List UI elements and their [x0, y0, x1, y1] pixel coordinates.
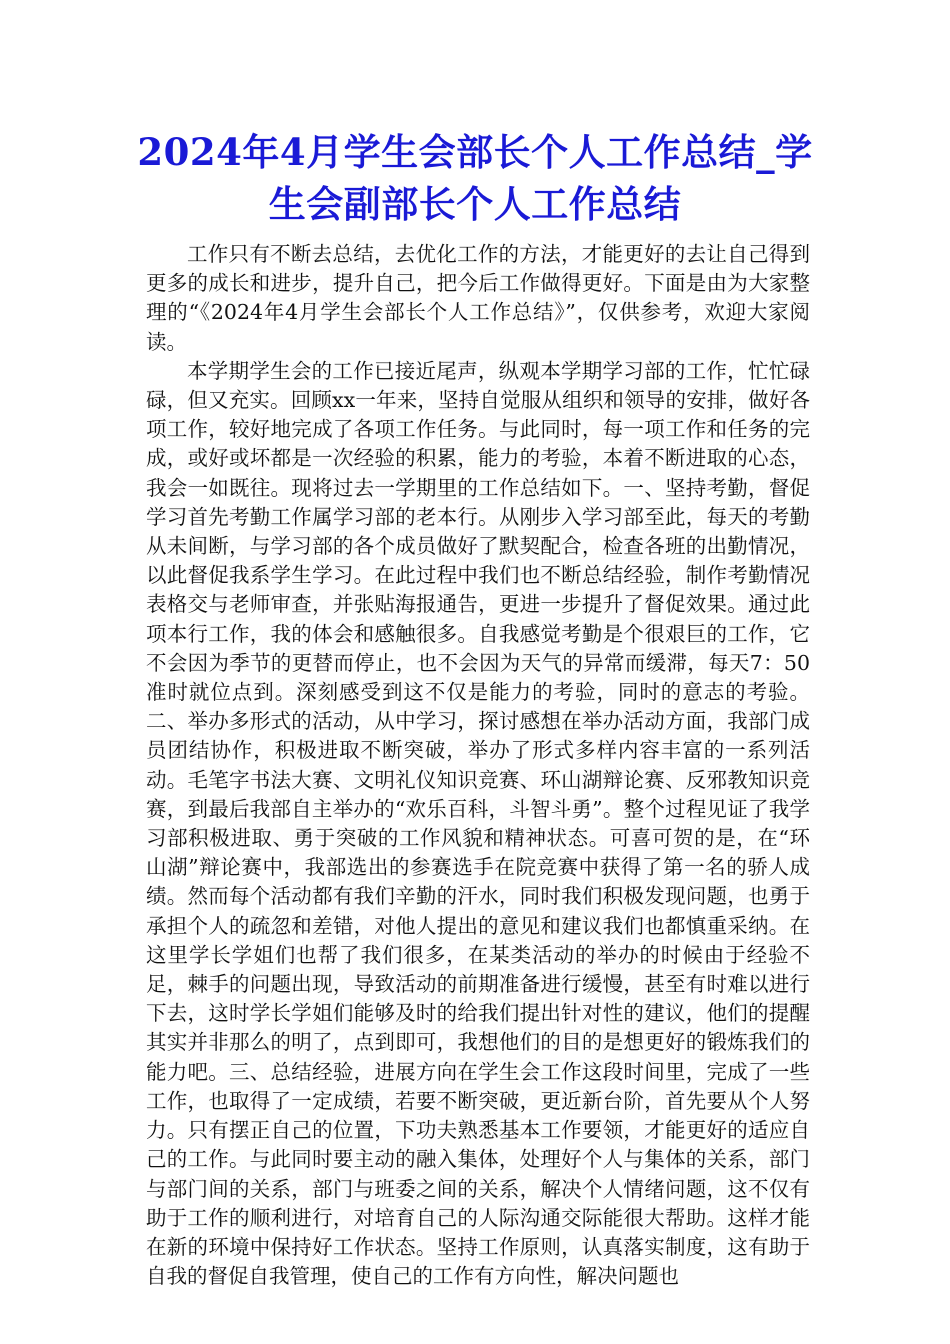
document-title: 2024年4月学生会部长个人工作总结_学生会副部长个人工作总结: [137, 130, 813, 226]
intro-paragraph: 工作只有不断去总结，去优化工作的方法，才能更好的去让自己得到更多的成长和进步，提升自己，把今后工作做得更好。下面是由为大家整理的“《2024年4月学生会部长个人工作总结》”，仅供参考，欢迎大家阅读。: [146, 242, 810, 354]
document-body: [146, 240, 810, 1291]
main-paragraph: 本学期学生会的工作已接近尾声，纵观本学期学习部的工作，忙忙碌碌，但又充实。回顾xx一年来，坚持自觉服从组织和领导的安排，做好各项工作，较好地完成了各项工作任务。与此同时，每一项工作和任务的完成，或好或坏都是一次经验的积累，能力的考验，本着不断进取的心态，我会一如既往。现将过去一学期里的工作总结如下。一、坚持考勤，督促学习首先考勤工作属学习部的老本行。从刚步入学习部至此，每天的考勤从未间断，与学习部的各个成员做好了默契配合，检查各班的出勤情况，以此督促我系学生学习。在此过程中我们也不断总结经验，制作考勤情况表格交与老师审查，并张贴海报通告，更进一步提升了督促效果。通过此项本行工作，我的体会和感触很多。自我感觉考勤是个很艰巨的工作，它不会因为季节的更替而停止，也不会因为天气的异常而缓滞，每天7：50准时就位点到。深刻感受到这不仅是能力的考验，同时的意志的考验。二、举办多形式的活动，从中学习，探讨感想在举办活动方面，我部门成员团结协作，积极进取不断突破，举办了形式多样内容丰富的一系列活动。毛笔字书法大赛、文明礼仪知识竞赛、环山湖辩论赛、反邪教知识竞赛，到最后我部自主举办的“欢乐百科，斗智斗勇”。整个过程见证了我学习部积极进取、勇于突破的工作风貌和精神状态。可喜可贺的是，在“环山湖”辩论赛中，我部选出的参赛选手在院竞赛中获得了第一名的骄人成绩。然而每个活动都有我们辛勤的汗水，同时我们积极发现问题，也勇于承担个人的疏忽和差错，对他人提出的意见和建议我们也都慎重采纳。在这里学长学姐们也帮了我们很多，在某类活动的举办的时候由于经验不足，棘手的问题出现，导致活动的前期准备进行缓慢，甚至有时难以进行下去，这时学长学姐们能够及时的给我们提出针对性的建议，他们的提醒其实并非那么的明了，点到即可，我想他们的目的是想更好的锻炼我们的能力吧。三、总结经验，进展方向在学生会工作这段时间里，完成了一些工作，也取得了一定成绩，若要不断突破，更近新台阶，首先要从个人努力。只有摆正自己的位置，下功夫熟悉基本工作要领，才能更好的适应自己的工作。与此同时要主动的融入集体，处理好个人与集体的关系，部门与部门间的关系，部门与班委之间的关系，解决个人情绪问题，这不仅有助于工作的顺利进行，对培育自己的人际沟通交际能很大帮助。这样才能在新的环境中保持好工作状态。坚持工作原则，认真落实制度，这有助于自我的督促自我管理，使自己的工作有方向性，解决问题也: [146, 358, 810, 1289]
